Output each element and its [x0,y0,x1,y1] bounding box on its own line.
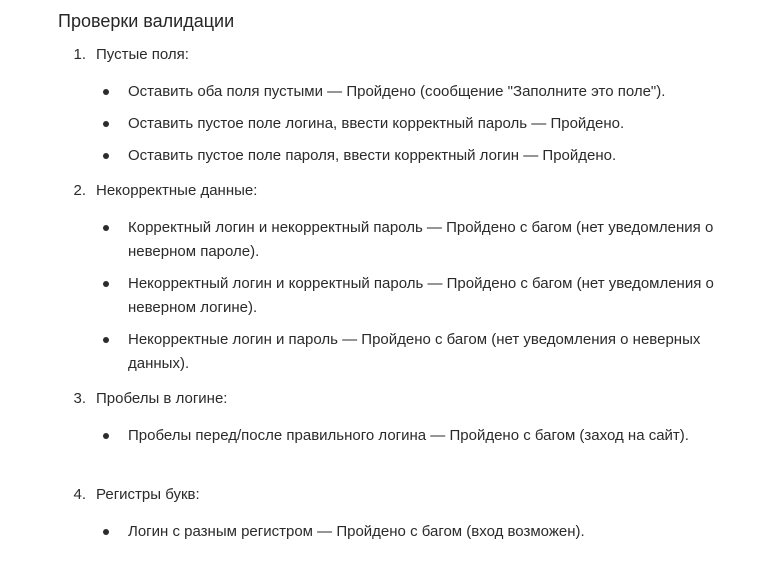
section-heading: Пробелы в логине: [96,390,228,407]
list-item: Пробелы перед/после правильного логина — Пройдено с багом (заход на сайт). [128,427,689,444]
section-number: 4. [73,486,86,503]
section-heading: Регистры букв: [96,486,200,503]
list-item: Оставить пустое поле логина, ввести корректный пароль — Пройдено. [128,115,625,132]
bullet-icon [103,153,109,159]
bullet-icon [103,121,109,127]
bullet-icon [103,281,109,287]
bullet-icon [103,89,109,95]
list-item: Корректный логин и некорректный пароль — Пройдено с багом (нет уведомления о неверном пароле). [128,219,714,260]
list-item: Логин с разным регистром — Пройдено с багом (вход возможен). [128,523,585,540]
section-number: 3. [73,390,86,407]
list-item: Некорректный логин и корректный пароль — Пройдено с багом (нет уведомления о неверном логине). [128,275,714,316]
list-item: Оставить оба поля пустыми — Пройдено (сообщение "Заполните это поле"). [128,83,666,100]
page-title: Проверки валидации [58,11,235,31]
section-number: 1. [73,46,86,63]
bullet-icon [103,433,109,439]
section-heading: Пустые поля: [96,46,189,63]
section-heading: Некорректные данные: [96,182,258,199]
section-number: 2. [73,182,86,199]
list-item: Оставить пустое поле пароля, ввести корректный логин — Пройдено. [128,147,617,164]
bullet-icon [103,337,109,343]
bullet-icon [103,225,109,231]
list-item: Некорректные логин и пароль — Пройдено с багом (нет уведомления о неверных данных). [128,331,701,372]
bullet-icon [103,529,109,535]
